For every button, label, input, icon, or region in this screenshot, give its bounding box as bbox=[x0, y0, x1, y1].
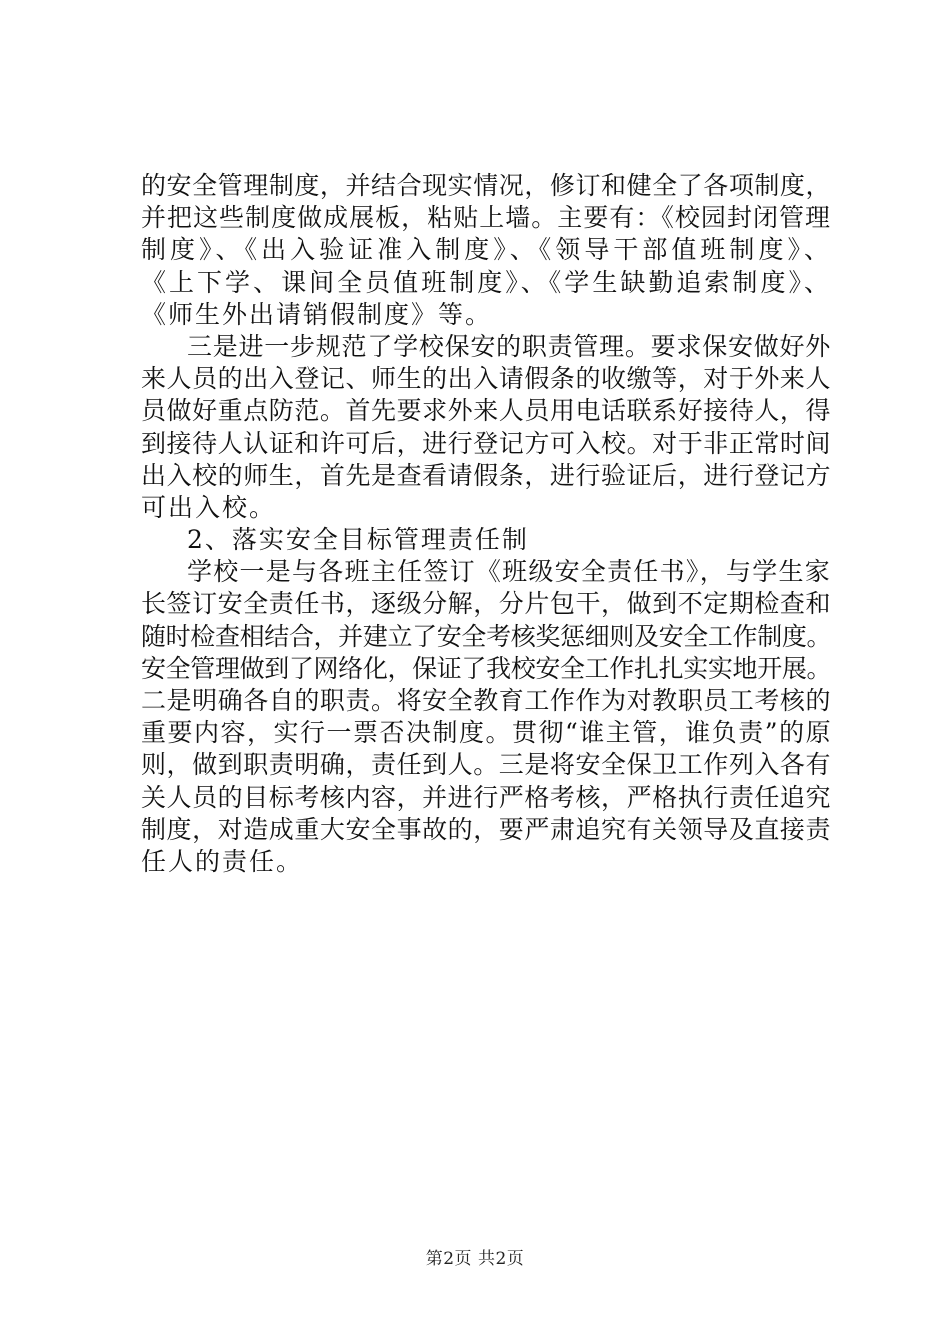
page-footer bbox=[0, 1244, 950, 1269]
text-line: 关人员的目标考核内容，并进行严格考核，严格执行责任追究 bbox=[141, 782, 831, 812]
document-body bbox=[141, 170, 831, 878]
text-line: 安全管理做到了网络化，保证了我校安全工作扎扎实实地开展。 bbox=[141, 653, 831, 683]
text-line: 则，做到职责明确，责任到人。三是将安全保卫工作列入各有 bbox=[141, 750, 831, 780]
text-line: 长签订安全责任书，逐级分解，分片包干，做到不定期检查和 bbox=[141, 589, 831, 619]
text-line: 员做好重点防范。首先要求外来人员用电话联系好接待人，得 bbox=[141, 396, 831, 426]
text-line: 的安全管理制度，并结合现实情况，修订和健全了各项制度， bbox=[141, 171, 831, 200]
text-line: 任人的责任。 bbox=[141, 846, 304, 876]
text-line: 学校一是与各班主任签订《班级安全责任书》，与学生家 bbox=[187, 557, 831, 587]
page-number-label: 第2页 共2页 bbox=[425, 1249, 525, 1269]
text-line: 重要内容，实行一票否决制度。贯彻“谁主管，谁负责”的原 bbox=[141, 718, 833, 748]
text-line: 来人员的出入登记、师生的出入请假条的收缴等，对于外来人 bbox=[141, 364, 831, 394]
text-line: 二是明确各自的职责。将安全教育工作作为对教职员工考核的 bbox=[141, 686, 831, 715]
text-line: 并把这些制度做成展板，粘贴上墙。主要有：《校园封闭管理 bbox=[141, 203, 831, 233]
text-line: 三是进一步规范了学校保安的职责管理。要求保安做好外 bbox=[187, 331, 831, 361]
section-heading: 2、落实安全目标管理责任制 bbox=[187, 525, 529, 555]
text-line: 出入校的师生，首先是查看请假条，进行验证后，进行登记方 bbox=[141, 460, 831, 490]
text-line: 随时检查相结合，并建立了安全考核奖惩细则及安全工作制度。 bbox=[141, 621, 831, 651]
text-line: 制度》、《出入验证准入制度》、《领导干部值班制度》、 bbox=[141, 235, 831, 265]
text-line: 制度，对造成重大安全事故的，要严肃追究有关领导及直接责 bbox=[141, 814, 831, 844]
text-line: 《上下学、课间全员值班制度》、《学生缺勤追索制度》、 bbox=[141, 267, 831, 297]
text-line: 《师生外出请销假制度》等。 bbox=[141, 299, 493, 329]
text-line: 可出入校。 bbox=[141, 492, 277, 522]
text-line: 到接待人认证和许可后，进行登记方可入校。对于非正常时间 bbox=[141, 428, 831, 458]
